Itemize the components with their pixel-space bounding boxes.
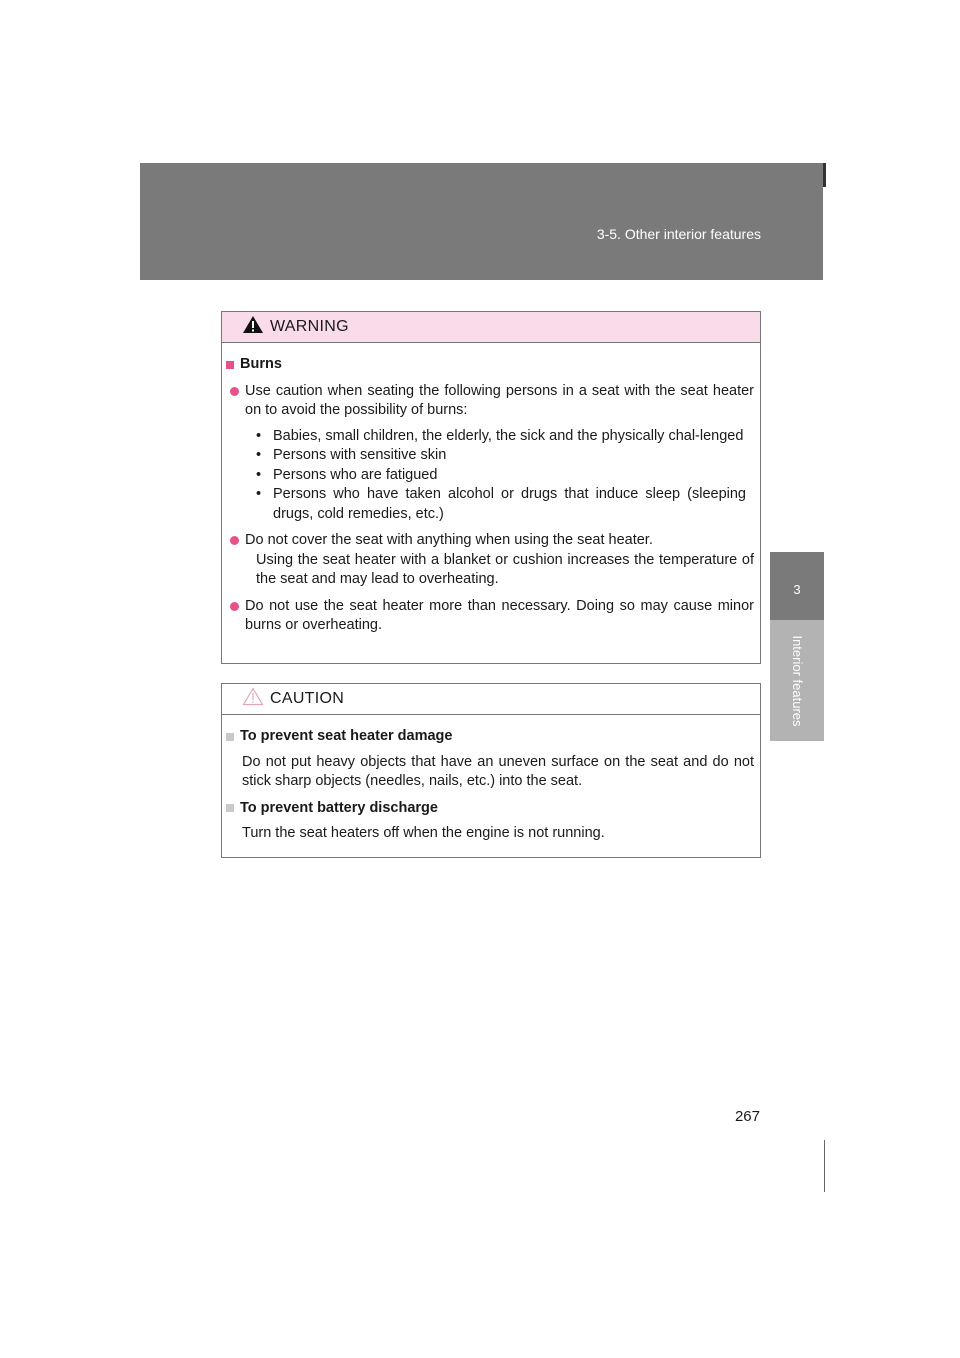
sub-list-item bbox=[256, 446, 754, 466]
warning-box bbox=[221, 311, 761, 664]
bullet-icon bbox=[230, 602, 239, 611]
section-title: 3-5. Other interior features bbox=[596, 226, 761, 242]
warning-header bbox=[222, 312, 760, 343]
sub-item-text: Persons who have taken alcohol or drugs that induce sleep (sleeping drugs, cold remedies, etc.) bbox=[273, 486, 746, 522]
warning-title: WARNING bbox=[270, 318, 349, 335]
corner-mark bbox=[823, 163, 826, 187]
square-bullet-icon bbox=[226, 733, 234, 741]
topic-text: To prevent seat heater damage bbox=[240, 728, 453, 744]
list-item-text: Do not cover the seat with anything when using the seat heater. bbox=[245, 532, 653, 548]
chapter-tab-label-area[interactable] bbox=[770, 620, 824, 741]
square-bullet-icon bbox=[226, 804, 234, 812]
sub-item-text: Persons who are fatigued bbox=[273, 466, 438, 483]
bullet-icon bbox=[230, 536, 239, 545]
sub-list-item bbox=[256, 466, 754, 486]
chapter-label: Interior features bbox=[790, 635, 805, 727]
sub-bullet: • bbox=[256, 486, 262, 502]
list-item bbox=[225, 382, 754, 421]
chapter-number: 3 bbox=[793, 582, 801, 597]
warning-body bbox=[222, 343, 760, 636]
footer-rule bbox=[824, 1140, 825, 1192]
caution-header bbox=[222, 684, 760, 715]
list-item bbox=[225, 531, 754, 551]
bullet-icon bbox=[230, 387, 239, 396]
sub-bullet: • bbox=[256, 427, 262, 444]
sub-list-item bbox=[256, 427, 754, 447]
sub-list-item bbox=[256, 485, 754, 524]
square-bullet-icon bbox=[226, 361, 234, 369]
topic-text: To prevent battery discharge bbox=[240, 799, 438, 816]
topic-heading bbox=[225, 727, 754, 747]
paragraph: Turn the seat heaters off when the engine is not running. bbox=[242, 825, 605, 841]
topic-heading bbox=[225, 355, 754, 375]
topic-text: Burns bbox=[240, 356, 282, 372]
caution-body bbox=[222, 715, 760, 844]
caution-box bbox=[221, 683, 761, 858]
caution-title: CAUTION bbox=[270, 690, 345, 707]
sub-item-text: Babies, small children, the elderly, the sick and the physically chal-lenged bbox=[273, 427, 744, 444]
list-item-text: Do not use the seat heater more than necessary. Doing so may cause minor burns or overheating. bbox=[245, 597, 754, 633]
header-band bbox=[140, 163, 823, 280]
warning-icon bbox=[242, 315, 264, 339]
sub-item-text: Persons with sensitive skin bbox=[273, 447, 447, 463]
list-item bbox=[225, 597, 754, 636]
chapter-tab[interactable] bbox=[770, 552, 824, 620]
sub-bullet: • bbox=[256, 466, 262, 483]
list-item-text: Use caution when seating the following persons in a seat with the seat heater on to avoid the possibility of burns: bbox=[245, 382, 754, 418]
caution-icon bbox=[242, 687, 264, 711]
list-item-continuation: Using the seat heater with a blanket or cushion increases the temperature of the seat and may lead to overheating. bbox=[256, 551, 754, 587]
page-number: 267 bbox=[734, 1108, 760, 1125]
topic-heading bbox=[225, 799, 754, 819]
paragraph: Do not put heavy objects that have an uneven surface on the seat and do not stick sharp objects (needles, nails, etc.) into the seat. bbox=[242, 753, 754, 789]
sub-bullet: • bbox=[256, 447, 262, 463]
